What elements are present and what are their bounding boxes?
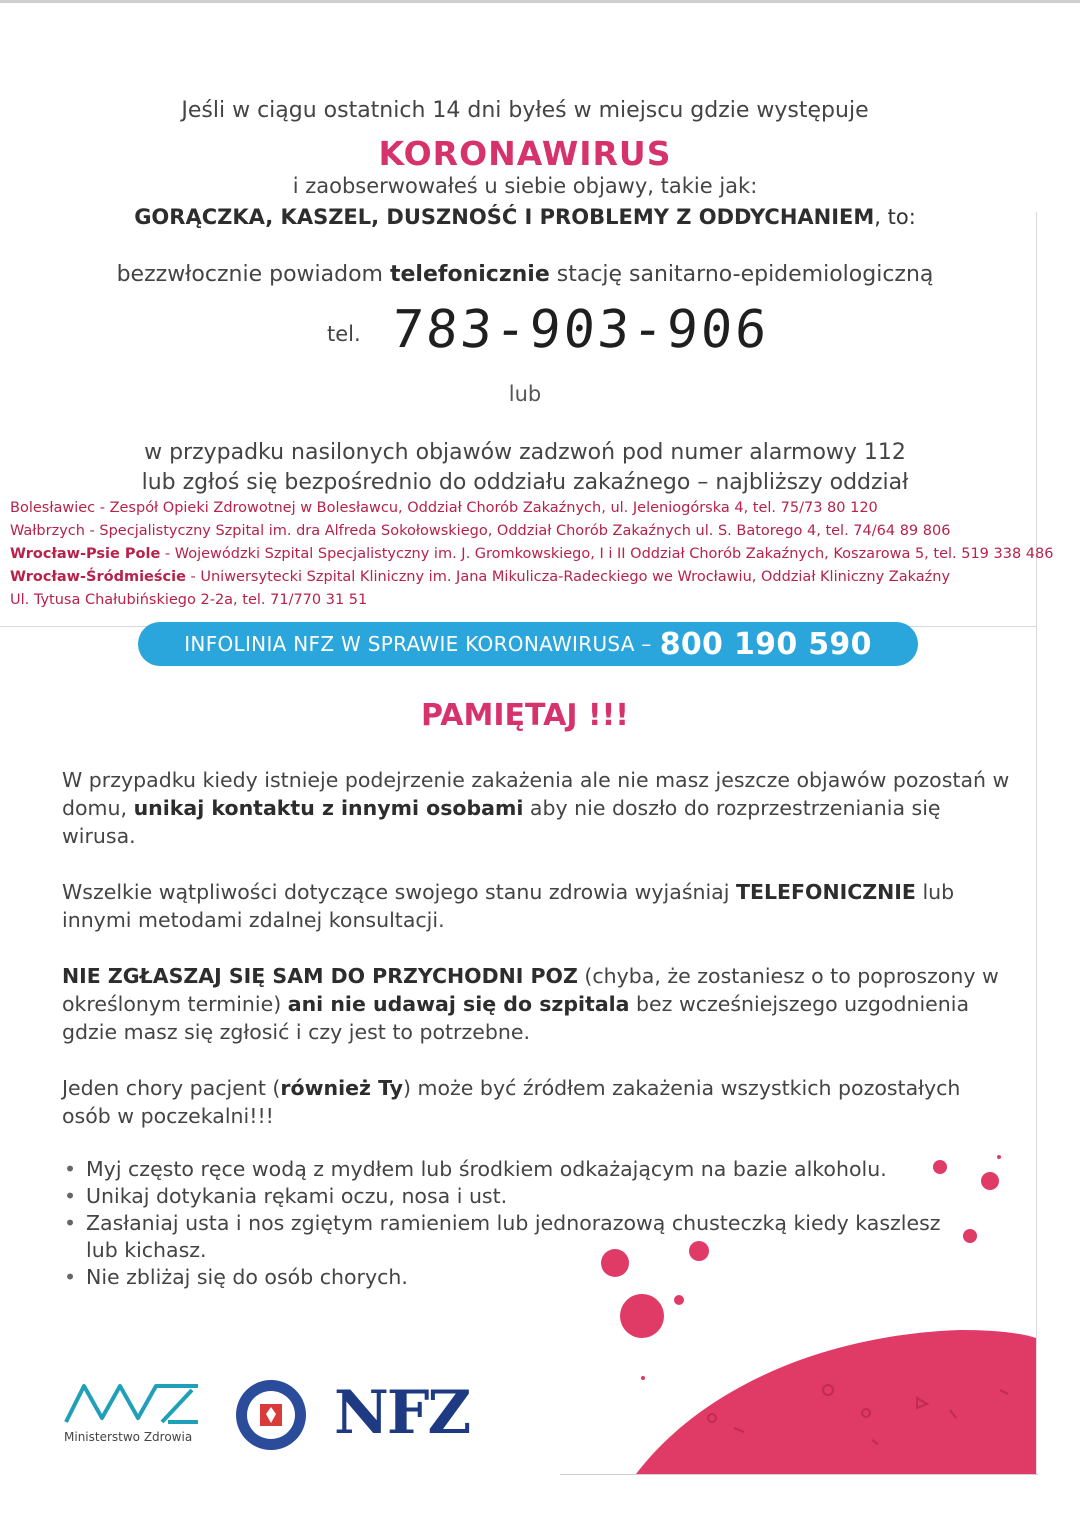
hotline-number: 800 190 590 xyxy=(659,626,872,662)
paragraph-isolation: W przypadku kiedy istnieje podejrzenie zakażenia ale nie masz jeszcze objawów pozostań w domu, unikaj kontaktu z innymi osobami aby nie doszło do rozprzestrzeniania się wirusa. xyxy=(62,768,1010,848)
virus-dot xyxy=(963,1229,977,1243)
advice-list xyxy=(62,1156,962,1291)
hospital-desc: - Specjalistyczny Szpital im. dra Alfreda Sokołowskiego, Oddział Chorób Zakaźnych ul. S. Batorego 4, tel. 74/64 89 806 xyxy=(84,523,951,539)
remember-heading: PAMIĘTAJ !!! xyxy=(421,698,629,733)
observed-text: i zaobserwowałeś u siebie objawy, takie jak: xyxy=(292,174,758,198)
or-text: lub xyxy=(508,382,542,406)
virus-cell-large xyxy=(636,1330,1036,1474)
hospital-city: Bolesławiec xyxy=(10,500,96,516)
notify-line xyxy=(0,262,1050,287)
hospital-city: Wrocław-Śródmieście xyxy=(10,569,186,585)
hotline-label: INFOLINIA NFZ W SPRAWIE KORONAWIRUSA – xyxy=(184,632,652,656)
nfz-logo: NFZ xyxy=(334,1378,470,1448)
hospital-city: Wałbrzych xyxy=(10,523,85,539)
advice-item: • Unikaj dotykania rękami oczu, nosa i ust. xyxy=(62,1183,962,1210)
virus-dot xyxy=(674,1295,684,1305)
ministry-logo xyxy=(62,1378,202,1426)
virus-dot xyxy=(641,1376,645,1380)
symptoms-suffix: , to: xyxy=(874,205,916,229)
symptoms-line xyxy=(0,205,1050,229)
hospital-desc: - Zespół Opieki Zdrowotnej w Bolesławcu, Oddział Chorób Zakaźnych, ul. Jeleniogórska 4, tel. 75/73 80 120 xyxy=(95,500,878,516)
symptoms-list: GORĄCZKA, KASZEL, DUSZNOŚĆ I PROBLEMY Z ODDYCHANIEM xyxy=(134,205,875,229)
sanitary-inspection-logo xyxy=(234,1378,308,1452)
tel-number: 783-903-906 xyxy=(389,300,772,360)
notify-bold: telefonicznie xyxy=(389,262,550,287)
paragraph-no-clinic: NIE ZGŁASZAJ SIĘ SAM DO PRZYCHODNI POZ (chyba, że zostaniesz o to poproszony w określonym terminie) ani nie udawaj się do szpitala bez wcześniejszego uzgodnienia gdzie masz się zgłosić i czy jest to potrzebne. xyxy=(62,964,999,1044)
hospital-item xyxy=(10,569,950,585)
hospital-city: Wrocław-Psie Pole xyxy=(10,546,161,562)
virus-dot xyxy=(620,1294,664,1338)
virus-dot xyxy=(997,1155,1001,1159)
advice-item: • Nie zbliżaj się do osób chorych. xyxy=(62,1264,962,1291)
virus-dot xyxy=(981,1172,999,1190)
hospital-item xyxy=(10,500,878,516)
paragraph-doubts: Wszelkie wątpliwości dotyczące swojego stanu zdrowia wyjaśniaj TELEFONICZNIE lub innymi metodami zdalnej konsultacji. xyxy=(62,880,955,932)
intro-text: Jeśli w ciągu ostatnich 14 dni byłeś w miejscu gdzie występuje xyxy=(181,98,869,123)
hotline-banner xyxy=(138,622,918,666)
notify-after: stację sanitarno-epidemiologiczną xyxy=(549,262,934,287)
tel-label: tel. xyxy=(327,322,361,346)
paragraph-patient: Jeden chory pacjent (również Ty) może być źródłem zakażenia wszystkich pozostałych osób w poczekalni!!! xyxy=(62,1076,961,1128)
advice-item: • Myj często ręce wodą z mydłem lub środkiem odkażającym na bazie alkoholu. xyxy=(62,1156,962,1183)
hospital-item xyxy=(10,523,950,539)
severe-line-1: w przypadku nasilonych objawów zadzwoń pod numer alarmowy 112 xyxy=(144,440,906,465)
hospital-desc: - Wojewódzki Szpital Specjalistyczny im. J. Gromkowskiego, I i II Oddział Chorób Zakaźnych, Koszarowa 5, tel. 519 338 486 xyxy=(160,546,1054,562)
hospital-address: Ul. Tytusa Chałubińskiego 2-2a, tel. 71/770 31 51 xyxy=(10,592,368,608)
hospital-item xyxy=(10,546,1053,562)
hospital-item xyxy=(10,592,367,608)
hospital-desc: - Uniwersytecki Szpital Kliniczny im. Jana Mikulicza-Radeckiego we Wrocławiu, Oddział Kliniczny Zakaźny xyxy=(185,569,951,585)
main-title: KORONAWIRUS xyxy=(378,134,672,173)
notify-before: bezzwłocznie powiadom xyxy=(116,262,390,287)
severe-line-2: lub zgłoś się bezpośrednio do oddziału zakaźnego – najbliższy oddział xyxy=(141,470,909,495)
ministry-name: Ministerstwo Zdrowia xyxy=(64,1430,193,1444)
advice-item: • Zasłaniaj usta i nos zgiętym ramieniem lub jednorazową chusteczką kiedy kaszlesz lub kichasz. xyxy=(62,1210,962,1264)
